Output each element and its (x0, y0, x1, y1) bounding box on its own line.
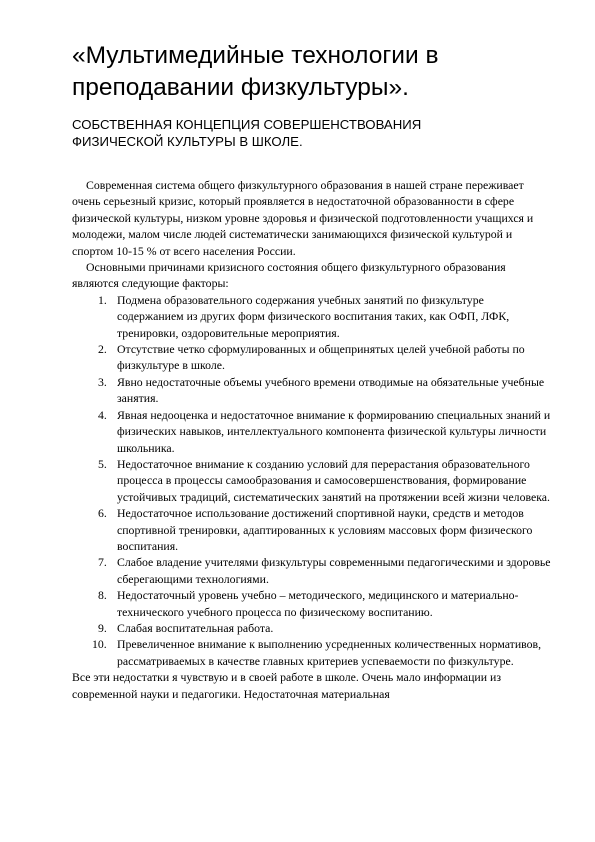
reasons-intro-paragraph: Основными причинами кризисного состояния общего физкультурного образования являются следующие факторы: (72, 260, 506, 291)
list-item-text: Отсутствие четко сформулированных и общепринятых целей учебной работы по физкультуре в школе. (117, 342, 525, 373)
list-item (72, 636, 552, 669)
list-item-text: Недостаточное использование достижений спортивной науки, средств и методов спортивной тренировки, адаптированных к условиям массовых форм физического воспитания. (117, 506, 533, 553)
list-item-number: 5. (98, 456, 107, 471)
list-item-text: Слабая воспитательная работа. (117, 620, 274, 635)
list-item-number: 1. (98, 292, 107, 307)
list-item-number: 8. (98, 588, 107, 603)
list-item-number: 10. (92, 637, 107, 652)
list-item-text: Подмена образовательного содержания учебных занятий по физкультуре содержанием из других форм физического воспитания таких, как ОФП, ЛФК, тренировки, оздоровительные мероприятия. (117, 292, 510, 340)
list-item-text: Явная недооценка и недостаточное внимание к формированию специальных знаний и физических навыков, интеллектуального компонента физической культуры личности школьника. (117, 407, 551, 455)
list-item (72, 407, 552, 456)
list-item-number: 2. (98, 342, 107, 357)
intro-paragraph: Современная система общего физкультурного образования в нашей стране переживает очень серьезный кризис, который проявляется в недостаточной образованности в сфере физической культуры, низком уровне здоровья и физической подготовленности учащихся и молодежи, малом числе людей систематически занимающихся физической культурой и спортом 10-15 % от всего населения России. (72, 178, 534, 258)
list-item-number: 3. (98, 374, 107, 389)
list-item (72, 620, 552, 636)
list-item (72, 341, 552, 374)
list-item (72, 456, 552, 505)
list-item-number: 7. (98, 555, 107, 570)
document-body (72, 177, 552, 702)
list-item-text: Превеличенное внимание к выполнению усредненных количественных нормативов, рассматриваемых в качестве главных критериев успеваемости по физкультуре. (117, 637, 542, 668)
document-subtitle: СОБСТВЕННАЯ КОНЦЕПЦИЯ СОВЕРШЕНСТВОВАНИЯ ФИЗИЧЕСКОЙ КУЛЬТУРЫ В ШКОЛЕ. (72, 117, 422, 149)
document-title: «Мультимедийные технологии в преподавании физкультуры». (72, 42, 439, 101)
list-item-text: Недостаточный уровень учебно – методического, медицинского и материально-технического учебного процесса по физическому воспитанию. (117, 588, 519, 619)
list-item (72, 374, 552, 407)
list-item-number: 9. (98, 620, 107, 635)
list-item-number: 4. (98, 407, 107, 422)
list-item (72, 505, 552, 554)
list-item-text: Недостаточное внимание к созданию условий для перерастания образовательного процесса в процессы самообразования и самосовершенствования, формирование устойчивых традиций, систематических занятий на протяжении всей жизни человека. (117, 456, 550, 504)
list-item-text: Слабое владение учителями физкультуры современными педагогическими и здоровье сберегающими технологиями. (117, 555, 551, 586)
list-item-number: 6. (98, 506, 107, 521)
list-item (72, 292, 552, 341)
list-item (72, 587, 552, 620)
factors-list (72, 292, 552, 669)
closing-paragraph: Все эти недостатки я чувствую и в своей работе в школе. Очень мало информации из современной науки и педагогики. Недостаточная материальная (72, 670, 501, 701)
list-item (72, 554, 552, 587)
list-item-text: Явно недостаточные объемы учебного времени отводимые на обязательные учебные занятия. (117, 374, 545, 406)
